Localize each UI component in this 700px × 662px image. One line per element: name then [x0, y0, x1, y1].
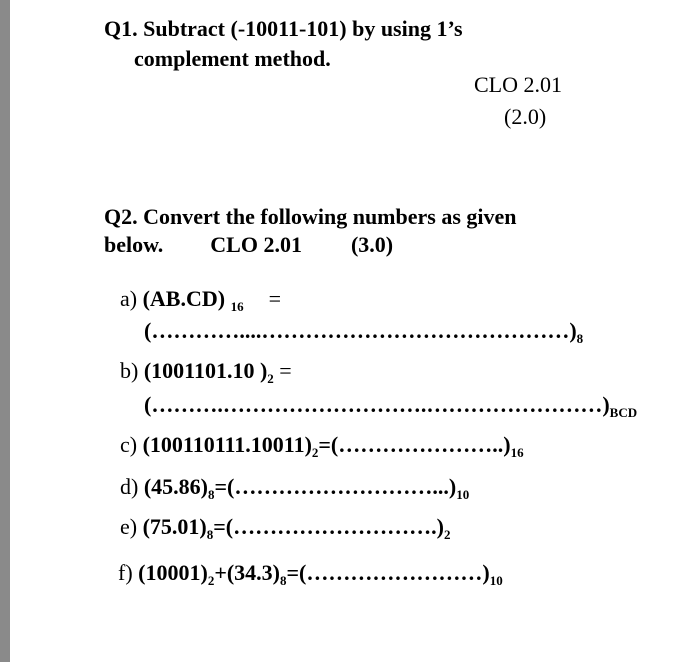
item-e-eq: =( [213, 514, 234, 539]
item-c-answer-sub: 16 [510, 445, 524, 460]
item-f-line [118, 560, 503, 594]
item-b-sub: 2 [267, 371, 274, 386]
q2-below: below. [104, 232, 164, 257]
item-a-sub: 16 [230, 299, 244, 314]
q2-line1 [104, 204, 517, 230]
item-e-sub: 8 [206, 527, 214, 542]
item-d-answer: ………………………...) [234, 474, 457, 499]
item-e-answer-sub: 2 [443, 527, 451, 542]
item-c-answer: …………………..) [338, 432, 511, 457]
q2-marks: (3.0) [350, 232, 394, 257]
q1-marks-text: (2.0) [504, 104, 547, 129]
item-c-line [120, 432, 524, 466]
item-b-expr: (1001101.10 ) [143, 358, 268, 383]
item-e-answer: ……………………….) [233, 514, 444, 539]
item-d-answer-sub: 10 [456, 487, 470, 502]
item-c-label: c) [120, 432, 138, 457]
item-b-answer: (……….……………………….……………………) [144, 392, 610, 417]
item-a-line [120, 286, 281, 320]
item-f-sub1: 2 [207, 573, 215, 588]
item-b-label: b) [120, 358, 139, 383]
item-b-answer-sub: BCD [609, 405, 638, 420]
q1-text-line2: complement method. [134, 46, 331, 71]
item-c-eq: =( [318, 432, 339, 457]
item-d-line [120, 474, 469, 508]
item-e-line [120, 514, 450, 548]
page-left-border [0, 0, 10, 662]
item-d-label: d) [120, 474, 139, 499]
item-a-label: a) [120, 286, 138, 311]
item-a-eq: = [268, 286, 282, 311]
item-b-answer-line [144, 392, 637, 426]
item-b-line [120, 358, 292, 392]
q1-text-line1: Q1. Subtract (-10011-101) by using 1’s [104, 16, 463, 41]
item-f-label: f) [118, 560, 133, 585]
q2-text-line1: Q2. Convert the following numbers as given [104, 204, 517, 229]
item-a-answer: (…………....……………………………………) [144, 318, 577, 343]
item-f-expr1: (10001) [138, 560, 208, 585]
q2-line2 [104, 232, 393, 258]
q1-clo-text: CLO 2.01 [474, 72, 562, 97]
item-f-answer-sub: 10 [489, 573, 503, 588]
item-c-sub: 2 [311, 445, 319, 460]
item-f-sub2: 8 [280, 573, 287, 588]
item-a-expr: (AB.CD) [142, 286, 226, 311]
q1-marks [504, 104, 546, 130]
q1-clo [474, 72, 562, 98]
item-c-expr: (100110111.10011) [142, 432, 312, 457]
item-a-answer-line [144, 318, 583, 352]
q1-line2 [134, 46, 331, 72]
item-d-expr: (45.86) [143, 474, 208, 499]
item-d-eq: =( [214, 474, 235, 499]
q1-line1 [104, 16, 463, 42]
item-b-eq: = [273, 358, 292, 383]
item-e-label: e) [120, 514, 138, 539]
item-f-eq: =( [286, 560, 307, 585]
item-a-answer-sub: 8 [576, 331, 584, 346]
item-f-answer: ……………………) [306, 560, 490, 585]
item-f-plus: +(34.3) [214, 560, 281, 585]
item-e-expr: (75.01) [142, 514, 207, 539]
q2-clo: CLO 2.01 [210, 232, 302, 257]
item-d-sub: 8 [207, 487, 215, 502]
